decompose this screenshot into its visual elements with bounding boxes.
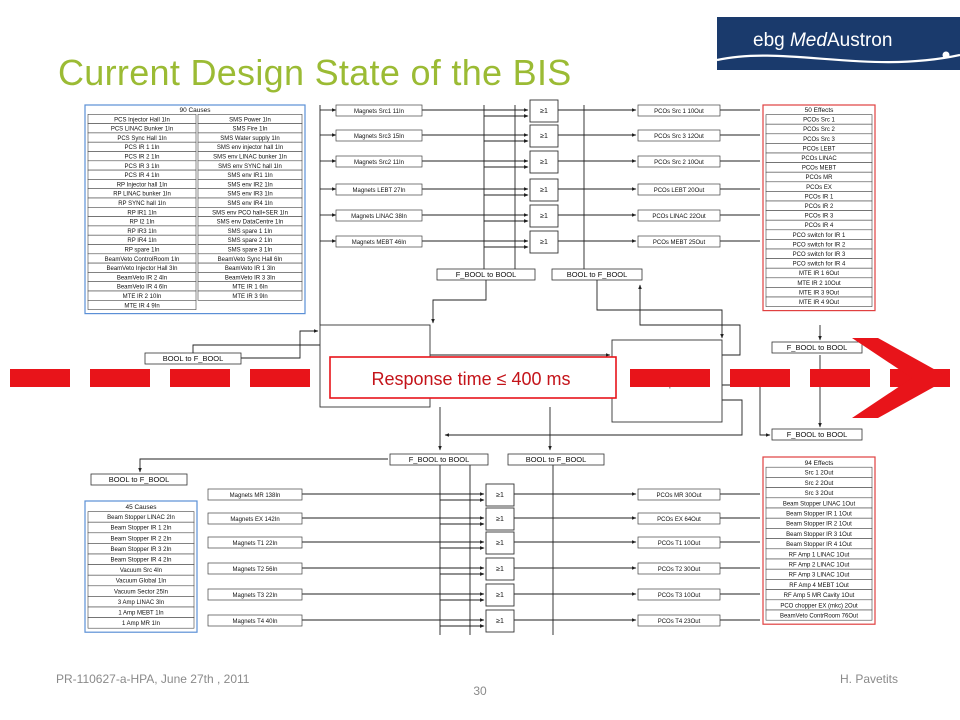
converter-label: BOOL to F_BOOL <box>162 354 224 363</box>
cause-label: Beam Stopper IR 1 2In <box>110 525 172 532</box>
effect-label: BeamVeto ContrRoom 76Out <box>779 613 859 620</box>
cause-label: Vacuum Global 1In <box>115 578 167 585</box>
magnets-in-label: Magnets Src1 11In <box>354 109 404 115</box>
cause-label: RP I2 1In <box>129 219 155 226</box>
slide-title: Current Design State of the BIS <box>58 52 572 93</box>
pcos-out-label: PCOs T1 10Out <box>657 541 701 547</box>
effect-label: Beam Stopper IR 3 1Out <box>786 531 852 538</box>
cause-label: SMS env IR2 1In <box>227 182 273 189</box>
footer-page-number: 30 <box>473 684 487 698</box>
causes-top-header: 90 Causes <box>179 107 211 114</box>
wire <box>140 459 388 472</box>
red-dash <box>170 369 230 387</box>
pcos-out-label: PCOs MR 30Out <box>656 493 702 499</box>
cause-label: RP LINAC bunker 1In <box>113 191 171 198</box>
effect-label: PCOs IR 3 <box>804 213 834 220</box>
effect-label: PCO switch for IR 1 <box>792 232 846 239</box>
red-dash <box>250 369 310 387</box>
cause-label: BeamVeto ControlRoom 1In <box>104 256 180 263</box>
wire <box>241 331 318 358</box>
magnets-in-label: Magnets T4 40In <box>232 619 278 625</box>
effect-label: PCO chopper EX (mkc) 2Out <box>780 603 858 610</box>
effects-top-header: 50 Effects <box>804 107 834 114</box>
cause-label: SMS env IR3 1In <box>227 191 273 198</box>
effect-label: Beam Stopper IR 2 1Out <box>786 521 852 528</box>
effect-label: PCOs MEBT <box>801 165 837 172</box>
effect-label: Src 3 2Out <box>804 491 834 498</box>
footer-document-id: PR-110627-a-HPA, June 27th , 2011 <box>56 672 250 686</box>
pcos-out-label: PCOs Src 3 12Out <box>654 134 704 140</box>
pcos-out-label: PCOs MEBT 25Out <box>652 240 706 246</box>
effect-label: Src 1 2Out <box>804 470 834 477</box>
cause-label: MTE IR 1 6In <box>232 284 268 291</box>
effect-label: PCOs IR 1 <box>804 194 834 201</box>
pcos-out-label: PCOs Src 2 10Out <box>654 160 704 166</box>
red-dash <box>630 369 690 387</box>
effect-label: MTE IR 4 9Out <box>798 300 840 306</box>
cause-label: PCS IR 3 1In <box>124 163 160 170</box>
magnets-in-label: Magnets T1 22In <box>232 541 278 547</box>
wire <box>722 385 770 435</box>
effect-label: PCOs IR 2 <box>804 204 834 210</box>
pcos-out-label: PCOs LINAC 22Out <box>652 214 706 220</box>
effect-label: PCO switch for IR 2 <box>792 242 846 249</box>
converter-label: BOOL to F_BOOL <box>525 455 587 464</box>
cause-label: MTE IR 3 9In <box>232 294 268 300</box>
effect-label: PCOs LINAC <box>801 156 837 162</box>
cause-label: 1 Amp MEBT 1In <box>118 610 164 617</box>
cause-label: SMS env PCO hall+SER 1In <box>212 210 288 217</box>
cause-label: SMS spare 2 1In <box>227 238 273 245</box>
effect-label: Beam Stopper IR 1 1Out <box>786 511 852 518</box>
converter-label: F_BOOL to BOOL <box>786 343 848 352</box>
or-gate-label: ≥1 <box>540 187 548 194</box>
magnets-in-label: Magnets MR 138In <box>229 493 281 499</box>
cause-label: RP spare 1In <box>124 247 160 254</box>
effect-label: MTE IR 2 10Out <box>797 280 841 287</box>
cause-label: SMS Water supply 1In <box>220 135 280 142</box>
effect-label: RF Amp 1 LINAC 1Out <box>788 552 850 559</box>
cause-label: Vacuum Sector 25In <box>114 589 168 596</box>
or-gate-label: ≥1 <box>540 133 548 140</box>
cause-label: PCS IR 2 1In <box>124 154 160 161</box>
cause-label: PCS IR 4 1In <box>124 173 160 180</box>
or-gate-label: ≥1 <box>496 592 504 599</box>
cause-label: BeamVeto Sync Hall 6In <box>217 256 283 263</box>
pcos-out-label: PCOs Src 1 10Out <box>654 109 704 115</box>
cause-label: BeamVeto IR 2 4In <box>116 275 168 282</box>
effect-label: PCOs Src 3 <box>803 136 835 143</box>
effect-label: PCO switch for IR 3 <box>792 252 846 258</box>
cause-label: BeamVeto IR 1 3In <box>224 266 276 273</box>
cause-label: RP IR3 1In <box>127 228 157 235</box>
red-dash <box>10 369 70 387</box>
cause-label: Beam Stopper IR 3 2In <box>110 546 172 553</box>
cause-label: RP IR1 1In <box>127 210 157 217</box>
cause-label: SMS spare 1 1In <box>227 228 273 235</box>
effect-label: Beam Stopper LINAC 1Out <box>782 501 856 508</box>
magnets-in-label: Magnets T3 22In <box>232 593 278 599</box>
cause-label: SMS env DataCentre 1In <box>216 219 284 226</box>
cause-label: PCS Sync Hall 1In <box>117 135 167 142</box>
red-dash <box>730 369 790 387</box>
footer-author: H. Pavetits <box>840 672 899 686</box>
magnets-in-label: Magnets LEBT 27In <box>352 188 406 194</box>
effect-label: PCOs Src 2 <box>803 127 835 134</box>
effects-bottom-header: 94 Effects <box>804 460 834 467</box>
wire <box>597 280 722 338</box>
or-gate-label: ≥1 <box>540 213 548 220</box>
cause-label: SMS spare 3 1In <box>227 247 273 254</box>
effect-label: PCOs MR <box>805 175 833 182</box>
or-gate-label: ≥1 <box>496 516 504 523</box>
causes-bottom-header: 45 Causes <box>125 504 157 511</box>
pcos-out-label: PCOs T2 30Out <box>657 567 701 573</box>
effect-label: PCOs Src 1 <box>803 117 835 124</box>
magnets-in-label: Magnets LINAC 38In <box>351 214 407 220</box>
red-dash <box>810 369 870 387</box>
or-gate-label: ≥1 <box>540 108 548 115</box>
effect-label: Beam Stopper IR 4 1Out <box>786 542 852 549</box>
cause-label: MTE IR 2 10In <box>122 294 162 300</box>
cause-label: PCS LINAC Bunker 1In <box>110 126 174 133</box>
wire <box>433 280 486 323</box>
effect-label: RF Amp 2 LINAC 1Out <box>788 562 850 569</box>
pcos-out-label: PCOs LEBT 20Out <box>653 188 705 194</box>
cause-label: 1 Amp MR 1In <box>121 621 161 628</box>
cause-label: SMS Fire 1In <box>232 126 268 133</box>
cause-label: Beam Stopper LINAC 2In <box>107 515 175 522</box>
red-dash <box>90 369 150 387</box>
cause-label: SMS Power 1In <box>229 117 271 124</box>
logo-wordmark: ebg MedAustron <box>753 30 893 51</box>
cause-label: 3 Amp LINAC 3In <box>117 599 165 606</box>
magnets-in-label: Magnets MEBT 46In <box>351 240 407 246</box>
response-time-label: Response time ≤ 400 ms <box>371 369 571 389</box>
cause-label: SMS env injector hall 1In <box>216 145 284 152</box>
converter-label: BOOL to F_BOOL <box>566 270 628 279</box>
cause-label: BeamVeto IR 4 6In <box>116 284 168 291</box>
magnets-in-label: Magnets EX 142In <box>230 517 280 523</box>
converter-label: F_BOOL to BOOL <box>455 270 517 279</box>
effect-label: MTE IR 3 9Out <box>798 290 840 297</box>
or-gate-label: ≥1 <box>540 159 548 166</box>
cause-label: MTE IR 4 9In <box>124 303 160 310</box>
effect-label: PCOs EX <box>806 184 832 191</box>
bis-block-diagram <box>0 95 960 655</box>
effect-label: RF Amp 5 MR Cavity 1Out <box>783 593 855 600</box>
magnets-in-label: Magnets Src3 15In <box>353 134 405 140</box>
cause-label: RP Injector hall 1In <box>116 182 168 189</box>
pcos-out-label: PCOs T3 10Out <box>657 593 701 599</box>
cause-label: Beam Stopper IR 2 2In <box>110 536 172 543</box>
cause-label: SMS env IR4 1In <box>227 201 273 207</box>
or-gate-label: ≥1 <box>496 492 504 499</box>
effect-label: Src 2 2Out <box>804 480 834 487</box>
effect-label: PCOs IR 4 <box>804 223 834 230</box>
medaustron-logo <box>717 17 960 70</box>
cause-label: PCS IR 1 1In <box>124 145 160 152</box>
cause-label: SMS env SYNC hall 1In <box>218 163 282 170</box>
cause-label: BeamVeto Injector Hall 3In <box>106 266 178 273</box>
effect-label: RF Amp 4 MEBT 1Out <box>789 582 849 589</box>
cause-label: SMS env IR1 1In <box>227 173 273 180</box>
cause-label: RP SYNC hall 1In <box>118 201 166 207</box>
pcos-out-label: PCOs T4 23Out <box>657 619 701 625</box>
or-gate-label: ≥1 <box>496 566 504 573</box>
cause-label: SMS env LINAC bunker 1In <box>213 154 287 161</box>
effect-label: PCOs LEBT <box>802 146 836 153</box>
magnets-in-label: Magnets Src2 11In <box>354 160 404 166</box>
cause-label: Vacuum Src 4In <box>119 568 163 575</box>
cause-label: RP IR4 1In <box>127 238 157 245</box>
pcos-out-label: PCOs EX 64Out <box>657 517 701 523</box>
converter-label: F_BOOL to BOOL <box>408 455 470 464</box>
or-gate-label: ≥1 <box>496 540 504 547</box>
converter-label: F_BOOL to BOOL <box>786 430 848 439</box>
cause-label: PCS Injector Hall 1In <box>114 117 170 124</box>
cause-label: BeamVeto IR 3 3In <box>224 275 276 282</box>
effect-label: PCO switch for IR 4 <box>792 261 846 268</box>
magnets-in-label: Magnets T2 56In <box>232 567 278 573</box>
cause-label: Beam Stopper IR 4 2In <box>110 557 172 564</box>
effect-label: MTE IR 1 6Out <box>798 271 840 278</box>
or-gate-label: ≥1 <box>496 618 504 625</box>
or-gate-label: ≥1 <box>540 239 548 246</box>
converter-label: BOOL to F_BOOL <box>108 475 170 484</box>
effect-label: RF Amp 3 LINAC 1Out <box>788 572 850 579</box>
